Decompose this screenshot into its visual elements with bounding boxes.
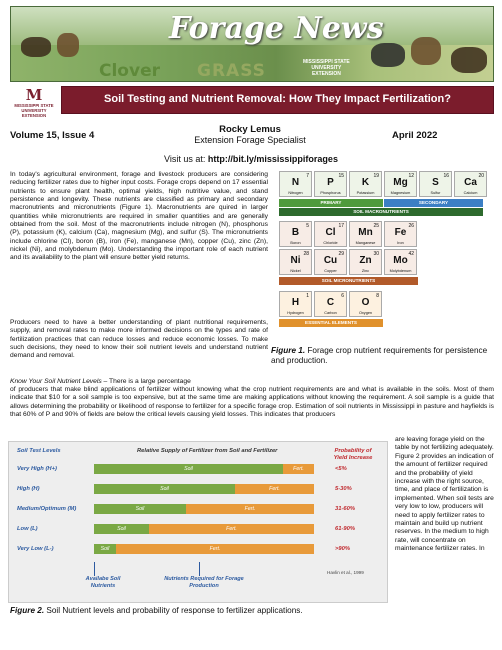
element-number: 16 <box>443 173 449 179</box>
element-symbol: Cu <box>323 255 338 266</box>
element-number: 42 <box>408 251 414 257</box>
element-symbol: C <box>326 297 335 308</box>
micro-row-1 <box>279 221 419 247</box>
element-symbol: H <box>291 297 300 308</box>
author-title: Extension Forage Specialist <box>194 135 306 145</box>
fig2-source: Havlin et al., 1999 <box>327 570 364 575</box>
element-number: 5 <box>306 223 309 229</box>
element-cell <box>454 171 487 197</box>
element-name: Copper <box>324 269 337 273</box>
element-number: 15 <box>338 173 344 179</box>
element-name: Boron <box>290 241 301 245</box>
element-symbol: P <box>327 177 334 188</box>
element-name: Oxygen <box>358 311 373 315</box>
element-name: Iron <box>397 241 404 245</box>
section-heading: Know Your Soil Nutrient Levels <box>10 378 102 385</box>
micro-row-2 <box>279 249 419 275</box>
logo-mark: M <box>25 86 43 104</box>
element-number: 28 <box>303 251 309 257</box>
yield-probability: 31-60% <box>335 506 355 512</box>
element-name: Carbon <box>324 311 337 315</box>
supply-bar <box>94 484 314 494</box>
element-number: 26 <box>408 223 414 229</box>
logo-line: UNIVERSITY <box>21 108 47 113</box>
author-block <box>160 124 340 146</box>
soil-segment: Soil <box>94 484 235 494</box>
issue-date: April 2022 <box>392 130 438 141</box>
fertilizer-segment: Fert. <box>186 504 314 514</box>
element-name: Chloride <box>323 241 338 245</box>
element-cell <box>279 221 312 247</box>
fertilizer-segment: Fert. <box>283 464 314 474</box>
element-name: Calcium <box>463 191 478 195</box>
element-cell <box>314 291 347 317</box>
banner-word-grass: GRASS <box>197 61 266 81</box>
banner-ms-logo <box>303 59 350 77</box>
element-symbol: S <box>432 177 439 188</box>
element-symbol: K <box>361 177 370 188</box>
primary-band: PRIMARY <box>279 199 383 207</box>
fig2-soil-bracket <box>94 562 95 576</box>
element-number: 12 <box>408 173 414 179</box>
essential-band: ESSENTIAL ELEMENTS <box>279 319 383 327</box>
visit-line <box>0 154 502 164</box>
fertilizer-segment: Fert. <box>116 544 314 554</box>
element-cell <box>384 221 417 247</box>
element-number: 17 <box>338 223 344 229</box>
element-cell <box>279 291 312 317</box>
yield-probability: 5-30% <box>335 486 352 492</box>
element-cell <box>419 171 452 197</box>
element-symbol: Ni <box>290 255 301 266</box>
macronutrients-band: SOIL MACRONUTRIENTS <box>279 208 483 216</box>
article-title-bar <box>61 86 494 114</box>
soil-segment: Soil <box>94 544 116 554</box>
figure1-caption <box>271 346 496 366</box>
element-cell <box>349 221 382 247</box>
soil-segment: Soil <box>94 464 283 474</box>
element-number: 30 <box>373 251 379 257</box>
element-cell <box>314 171 347 197</box>
cow-silhouette <box>21 37 51 57</box>
element-symbol: Mo <box>393 255 408 266</box>
soil-test-level: Medium/Optimum (M) <box>17 506 77 512</box>
logo-line: MISSISSIPPI STATE <box>14 103 54 108</box>
cattle-silhouette <box>371 43 405 67</box>
element-symbol: Ca <box>464 177 477 188</box>
element-symbol: N <box>291 177 300 188</box>
figure2-caption-label: Figure 2. <box>10 606 45 615</box>
yield-probability: <5% <box>335 466 347 472</box>
horse-silhouette <box>57 33 79 57</box>
soil-segment: Soil <box>94 504 186 514</box>
element-name: Magnesium <box>390 191 411 195</box>
element-cell <box>314 221 347 247</box>
yield-probability: 61-90% <box>335 526 355 532</box>
element-name: Sulfur <box>430 191 441 195</box>
section-paragraph: of producers that make blind applications of fertilizer without knowing what the crop nutrient requirements are and what is available in the soils. Most of them indicate that $10 for a soil sample is too expensive, but at the same time are making applications without knowing the requirement. A soil sample is a guide that allows determining the probability or likelihood of response to fertilizer for a specific forage crop. Estimation of soil nutrients in Mississippi in pasture and hayfields is that 60% of P and 90% of fields are below the critical levels causing yield losses. This indicates that producers <box>10 386 494 419</box>
element-symbol: Zn <box>359 255 372 266</box>
secondary-band: SECONDARY <box>384 199 483 207</box>
element-number: 1 <box>306 293 309 299</box>
banner-word-clover: Clover <box>99 61 160 81</box>
fig2-probability-header: Probability of Yield Increase <box>333 448 373 461</box>
element-cell <box>384 171 417 197</box>
element-symbol: B <box>291 227 300 238</box>
fig2-soil-nutrients-label: Availabe Soil Nutrients <box>85 576 121 589</box>
figure1-caption-text: Forage crop nutrient requirements for persistence and production. <box>271 346 488 365</box>
essential-row <box>279 291 384 317</box>
supply-bar <box>94 464 314 474</box>
element-cell <box>279 249 312 275</box>
soil-test-level: Very High (H+) <box>17 466 57 472</box>
article-title: Soil Testing and Nutrient Removal: How They Impact Fertilization? <box>104 93 451 105</box>
newsletter-banner <box>10 6 494 82</box>
fertilizer-segment: Fert. <box>235 484 314 494</box>
figure1-caption-label: Figure 1. <box>271 346 306 355</box>
side-paragraph: are leaving forage yield on the table by not fertilizing adequately. Figure 2 provides an indication of the amount of fertilizer required and the probability of yield increase with the right source, time, and place of fertilization is implemented. When soil tests are very low to low, producers will need to apply fertilizer rates to maintain and build up nutrient reserves. In the medium to high rate, will concentrate on maintenance fertilizer rates. In <box>395 436 494 553</box>
figure1-nutrient-chart <box>279 171 490 342</box>
fig2-fert-bracket <box>199 562 200 576</box>
msu-extension-logo <box>9 87 59 118</box>
supply-bar <box>94 524 314 534</box>
banner-ms-line: MISSISSIPPI STATE <box>303 59 350 65</box>
fig2-supply-header: Relative Supply of Fertilizer from Soil and Fertilizer <box>137 448 278 454</box>
element-number: 20 <box>478 173 484 179</box>
soil-test-level: High (H) <box>17 486 40 492</box>
element-name: Nitrogen <box>288 191 303 195</box>
element-number: 8 <box>376 293 379 299</box>
micronutrients-band: SOIL MICRONUTRIENTS <box>279 277 418 285</box>
element-number: 6 <box>341 293 344 299</box>
issue-number: Volume 15, Issue 4 <box>10 130 95 141</box>
author-name: Rocky Lemus <box>219 124 281 135</box>
element-name: Nickel <box>290 269 301 273</box>
element-name: Manganese <box>355 241 376 245</box>
element-symbol: Cl <box>325 227 336 238</box>
element-cell <box>279 171 312 197</box>
element-name: Potassium <box>356 191 375 195</box>
yield-probability: >90% <box>335 546 350 552</box>
element-cell <box>314 249 347 275</box>
element-cell <box>349 171 382 197</box>
macro-row <box>279 171 489 197</box>
intro-paragraph: In today's agricultural environment, forage and livestock producers are considering reducing fertilizer rates due to higher input costs. Forage crops depend on 17 essential nutrients to ensure plant health, optimal yields, high nutritive value, and stand persistence and longevity. These nutrients are classified as primary and secondary macronutrients and micronutrients (Figure 1). Macronutrients are quired in larger quantities while micronutrients are required in smaller quantities and are generally obtained from the soil. Most of the macronutrients include nitrogen (N), phosphorus (P), potassium (K), calcium (Ca), magnesium (Mg), and sulfur (S). The micronutrients include chlorine (Cl), boron (B), iron (Fe), manganese (Mn), copper (Cu), zinc (Zn), nickel (Ni), and molybdenum (Mo). Understanding the important role of each nutrient and its availability to the plant will ensure better yield returns. <box>10 171 268 262</box>
element-name: Molybdenum <box>389 269 412 273</box>
element-name: Zinc <box>361 269 370 273</box>
hay-bale-image <box>411 37 441 65</box>
fig2-levels-header: Soil Test Levels <box>17 448 61 454</box>
website-link[interactable]: http://bit.ly/mississippiforages <box>207 154 338 164</box>
supply-bar <box>94 544 314 554</box>
element-name: Phosphorus <box>320 191 341 195</box>
element-symbol: Mn <box>358 227 373 238</box>
banner-ms-line: EXTENSION <box>311 71 341 77</box>
element-cell <box>384 249 417 275</box>
element-symbol: Mg <box>393 177 408 188</box>
element-name: Hydrogen <box>287 311 304 315</box>
visit-prefix: Visit us at: <box>164 154 206 164</box>
supply-bar <box>94 504 314 514</box>
goat-silhouette <box>451 47 487 73</box>
figure2-caption <box>10 606 390 615</box>
soil-segment: Soil <box>94 524 149 534</box>
element-number: 25 <box>373 223 379 229</box>
element-symbol: Fe <box>394 227 407 238</box>
section-lead-text: – There is a large percentage <box>101 378 191 385</box>
figure2-caption-text: Soil Nutrient levels and probability of response to fertilizer applications. <box>44 606 303 615</box>
banner-ms-line: UNIVERSITY <box>311 65 342 71</box>
element-number: 19 <box>373 173 379 179</box>
fig2-required-nutrients-label: Nutrients Required for Forage Production <box>164 576 244 589</box>
element-cell <box>349 249 382 275</box>
element-number: 29 <box>338 251 344 257</box>
fertilizer-segment: Fert. <box>149 524 314 534</box>
producers-paragraph: Producers need to have a better understanding of plant nutritional requirements, supply, and removal rates to make more informed decisions on the types and rate of fertilization practices that can reduce losses and reduce economic losses. To make such decisions, they need to know their soil nutrient levels and understand nutrient demand and removal. <box>10 319 268 360</box>
logo-line: EXTENSION <box>21 113 47 118</box>
element-symbol: O <box>361 297 370 308</box>
element-number: 7 <box>306 173 309 179</box>
figure2-soil-test-chart <box>8 441 388 603</box>
element-cell <box>349 291 382 317</box>
soil-test-level: Very Low (L-) <box>17 546 54 552</box>
soil-test-level: Low (L) <box>17 526 38 532</box>
banner-title: Forage News <box>169 11 384 46</box>
